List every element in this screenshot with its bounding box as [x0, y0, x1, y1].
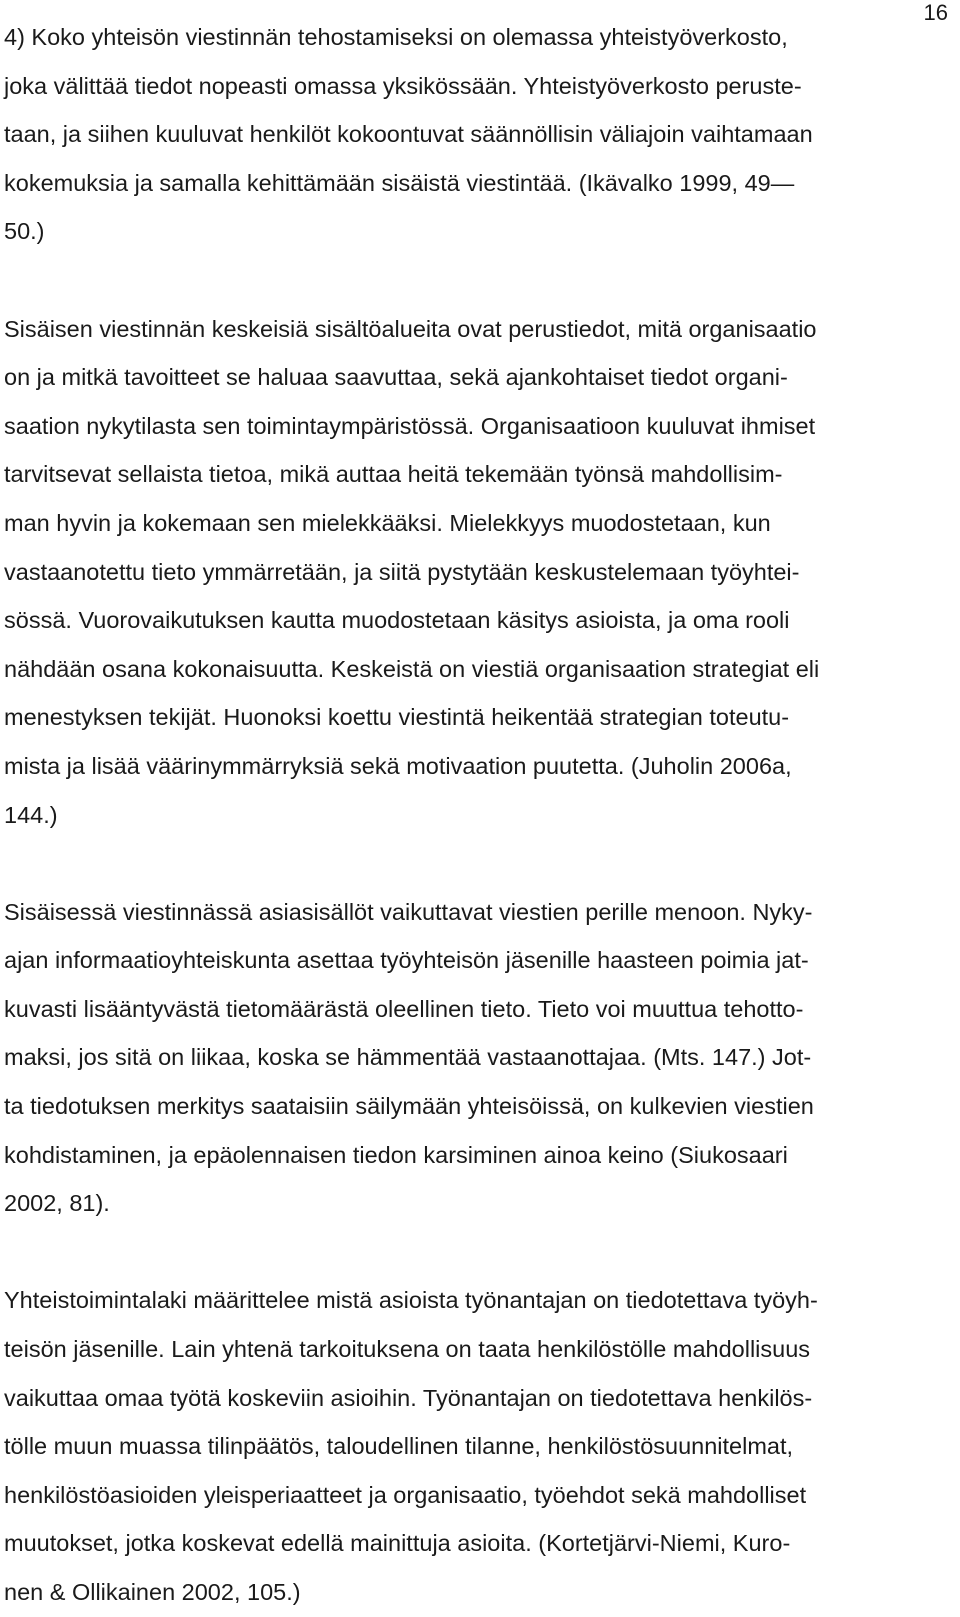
text-line: Yhteistoimintalaki määrittelee mistä asioista työnantajan on tiedotettava työyh-	[4, 1287, 818, 1314]
text-line: kokemuksia ja samalla kehittämään sisäistä viestintää. (Ikävalko 1999, 49—	[4, 169, 795, 196]
paragraph-cooperation-act	[4, 1276, 944, 1616]
text-line: mista ja lisää väärinymmärryksiä sekä motivaation puutetta. (Juholin 2006a,	[4, 752, 792, 779]
paragraph-spacer	[4, 256, 944, 305]
paragraph-content-areas	[4, 305, 944, 840]
text-line: vaikuttaa omaa työtä koskeviin asioihin. Työnantajan on tiedotettava henkilös-	[4, 1384, 813, 1411]
text-line: teisön jäsenille. Lain yhtenä tarkoituksena on taata henkilöstölle mahdollisuus	[4, 1336, 811, 1363]
text-line: tarvitsevat sellaista tietoa, mikä auttaa heitä tekemään työnsä mahdollisim-	[4, 461, 783, 488]
text-line: 144.)	[4, 801, 58, 828]
paragraph-spacer	[4, 839, 944, 888]
text-line: on ja mitkä tavoitteet se haluaa saavuttaa, sekä ajankohtaiset tiedot organi-	[4, 364, 788, 391]
paragraph-network	[4, 13, 944, 256]
text-line: menestyksen tekijät. Huonoksi koettu viestintä heikentää strategian toteutu-	[4, 704, 790, 731]
text-line: vastaanotettu tieto ymmärretään, ja siitä pystytään keskustelemaan työyhtei-	[4, 558, 800, 585]
text-line: ajan informaatioyhteiskunta asettaa työyhteisön jäsenille haasteen poimia jat-	[4, 947, 809, 974]
text-line: 4) Koko yhteisön viestinnän tehostamiseksi on olemassa yhteistyöverkosto,	[4, 24, 788, 50]
text-line: taan, ja siihen kuuluvat henkilöt kokoontuvat säännöllisin väliajoin vaihtamaan	[4, 121, 813, 148]
text-line: tölle muun muassa tilinpäätös, taloudellinen tilanne, henkilöstösuunnitelmat,	[4, 1433, 794, 1460]
text-line: nen & Ollikainen 2002, 105.)	[4, 1579, 301, 1605]
text-line: nähdään osana kokonaisuutta. Keskeistä on viestiä organisaation strategiat eli	[4, 655, 820, 682]
text-line: Sisäisessä viestinnässä asiasisällöt vaikuttavat viestien perille menoon. Nyky-	[4, 898, 813, 925]
text-line: muutokset, jotka koskevat edellä mainittuja asioita. (Kortetjärvi-Niemi, Kuro-	[4, 1530, 791, 1557]
text-line: saation nykytilasta sen toimintaympäristössä. Organisaatioon kuuluvat ihmiset	[4, 412, 816, 439]
text-line: 2002, 81).	[4, 1190, 110, 1217]
text-line: henkilöstöasioiden yleisperiaatteet ja organisaatio, työehdot sekä mahdolliset	[4, 1481, 807, 1508]
document-body	[4, 13, 944, 1617]
text-line: man hyvin ja kokemaan sen mielekkääksi. Mielekkyys muodostetaan, kun	[4, 509, 771, 536]
page-number: 16	[923, 0, 948, 25]
paragraph-spacer	[4, 1228, 944, 1277]
text-line: sössä. Vuorovaikutuksen kautta muodostetaan käsitys asioista, ja oma rooli	[4, 607, 790, 634]
text-line: 50.)	[4, 218, 45, 245]
paragraph-message-content	[4, 888, 944, 1228]
text-line: ta tiedotuksen merkitys saataisiin säilymään yhteisöissä, on kulkevien viestien	[4, 1093, 814, 1120]
text-line: kohdistaminen, ja epäolennaisen tiedon karsiminen ainoa keino (Siukosaari	[4, 1141, 788, 1168]
text-line: kuvasti lisääntyvästä tietomäärästä oleellinen tieto. Tieto voi muuttua tehotto-	[4, 995, 804, 1022]
text-line: joka välittää tiedot nopeasti omassa yksikössään. Yhteistyöverkosto peruste-	[4, 72, 802, 99]
text-line: maksi, jos sitä on liikaa, koska se hämmentää vastaanottajaa. (Mts. 147.) Jot-	[4, 1044, 812, 1071]
text-line: Sisäisen viestinnän keskeisiä sisältöalueita ovat perustiedot, mitä organisaatio	[4, 315, 817, 342]
